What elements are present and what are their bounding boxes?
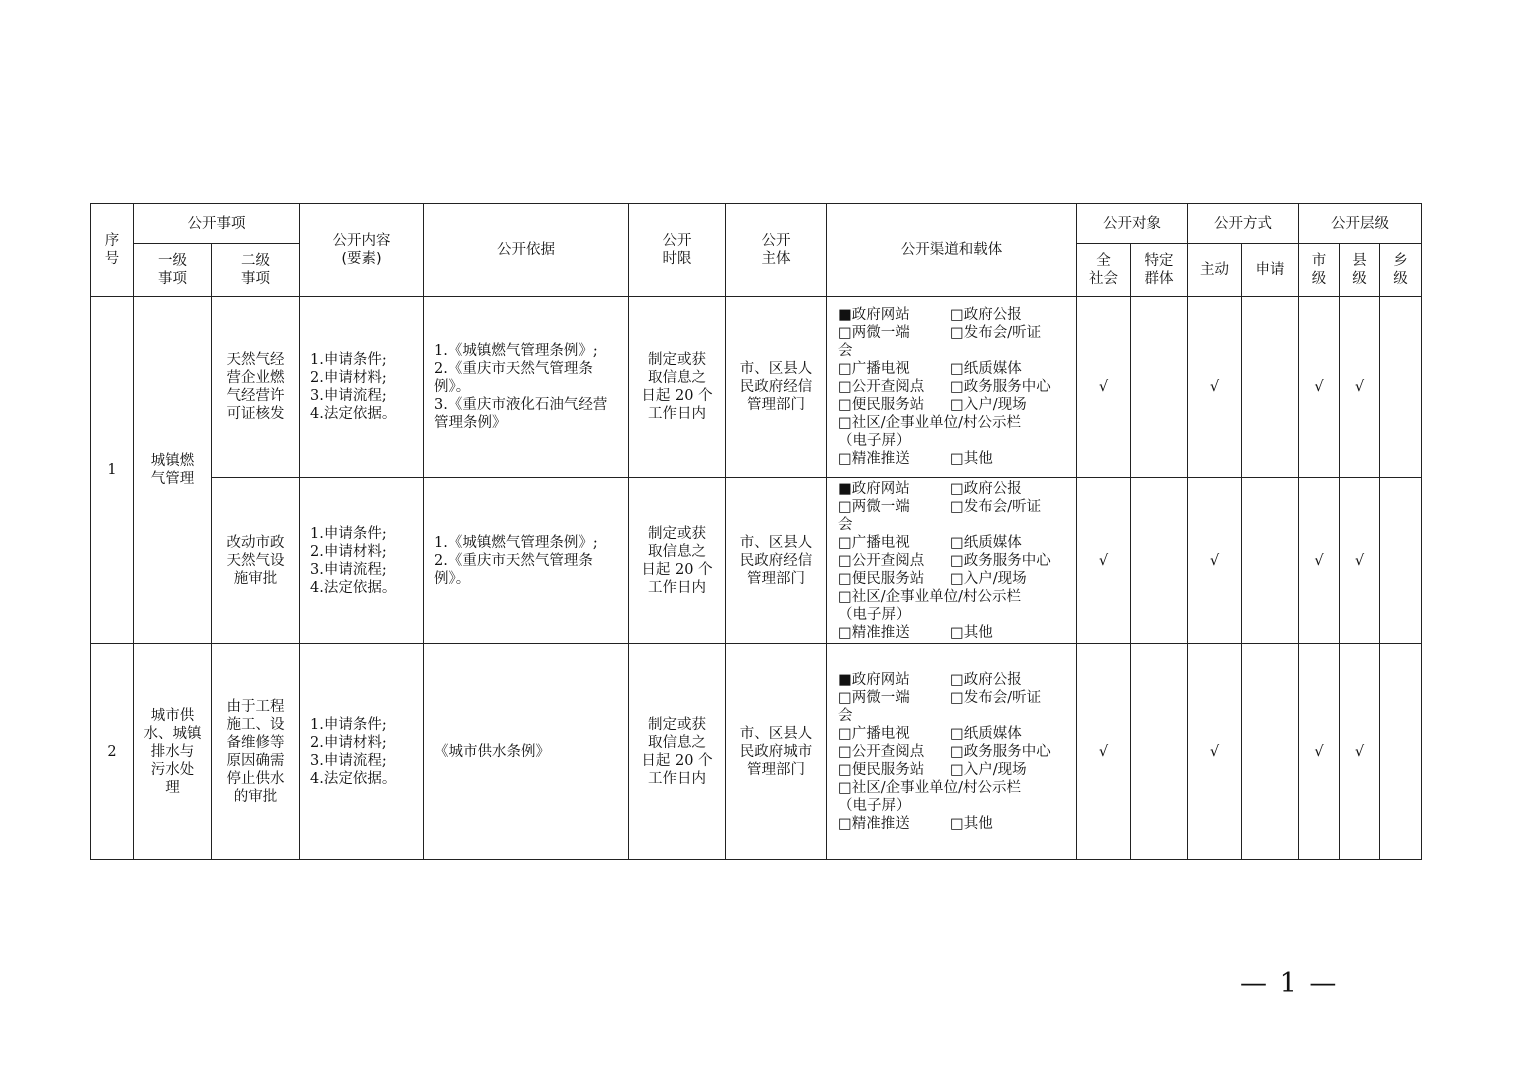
- row-seq: 1: [91, 297, 134, 644]
- row-time-limit: 制定或获 取信息之 日起 20 个 工作日内: [629, 644, 726, 860]
- check-method-active: √: [1188, 297, 1242, 478]
- channel-service-station: □便民服务站: [838, 761, 925, 778]
- channel-broadcast: □广播电视: [838, 725, 910, 742]
- channel-weixin: □两微一端: [838, 325, 910, 341]
- row-level1: 城市供 水、城镇 排水与 污水处 理: [134, 644, 212, 860]
- header-content: 公开内容 (要素): [300, 204, 424, 297]
- channel-service-center: □政务服务中心: [950, 379, 1051, 395]
- channel-door: □入户/现场: [950, 397, 1027, 413]
- channel-push: □精准推送: [838, 451, 910, 467]
- row-basis: 1.《城镇燃气管理条例》; 2.《重庆市天然气管理条例》。: [424, 478, 629, 644]
- channel-reading: □公开查阅点: [838, 552, 925, 569]
- channel-bulletin: □社区/企事业单位/村公示栏: [838, 415, 1021, 431]
- channel-list: [827, 297, 1077, 478]
- channel-print: □纸质媒体: [950, 361, 1022, 377]
- row-basis: 《城市供水条例》: [424, 644, 629, 860]
- channel-website: ■政府网站: [838, 671, 910, 688]
- header-target-group: 公开对象: [1077, 204, 1188, 244]
- check-target-all: √: [1077, 478, 1131, 644]
- row-level2: 由于工程 施工、设 备维修等 原因确需 停止供水 的审批: [212, 644, 300, 860]
- channel-service-center: □政务服务中心: [950, 552, 1051, 569]
- page-number: — 1 —: [1240, 968, 1339, 999]
- channel-other: □其他: [950, 624, 993, 641]
- check-target-specific: [1131, 644, 1188, 860]
- header-level-town: 乡 级: [1380, 244, 1422, 297]
- channel-push: □精准推送: [838, 815, 910, 832]
- channel-print: □纸质媒体: [950, 725, 1022, 742]
- channel-conference: □发布会/听证: [950, 689, 1042, 706]
- check-level-city: √: [1299, 478, 1340, 644]
- channel-weixin: □两微一端: [838, 689, 910, 706]
- check-target-all: √: [1077, 644, 1131, 860]
- channel-service-center: □政务服务中心: [950, 743, 1051, 760]
- channel-gazette: □政府公报: [950, 671, 1022, 688]
- table-row: [91, 478, 1422, 644]
- header-item-group: 公开事项: [134, 204, 300, 244]
- header-level-county: 县 级: [1340, 244, 1380, 297]
- channel-broadcast: □广播电视: [838, 361, 910, 377]
- disclosure-table: [90, 203, 1422, 860]
- channel-print: □纸质媒体: [950, 534, 1022, 551]
- row-seq: 2: [91, 644, 134, 860]
- header-subject: 公开 主体: [726, 204, 827, 297]
- check-level-town: [1380, 644, 1422, 860]
- header-method-apply: 申请: [1242, 244, 1299, 297]
- check-target-specific: [1131, 478, 1188, 644]
- channel-bulletin: □社区/企事业单位/村公示栏: [838, 588, 1021, 605]
- channel-service-station: □便民服务站: [838, 397, 925, 413]
- header-level-city: 市 级: [1299, 244, 1340, 297]
- header-time-limit: 公开 时限: [629, 204, 726, 297]
- check-target-specific: [1131, 297, 1188, 478]
- channel-door: □入户/现场: [950, 570, 1027, 587]
- check-level-county: √: [1340, 644, 1380, 860]
- table-row: [91, 644, 1422, 860]
- row-time-limit: 制定或获 取信息之 日起 20 个 工作日内: [629, 297, 726, 478]
- check-level-town: [1380, 478, 1422, 644]
- header-method-group: 公开方式: [1188, 204, 1299, 244]
- channel-door: □入户/现场: [950, 761, 1027, 778]
- table-row: [91, 297, 1422, 478]
- channel-website: ■政府网站: [838, 480, 910, 497]
- header-target-specific: 特定 群体: [1131, 244, 1188, 297]
- check-level-county: √: [1340, 478, 1380, 644]
- channel-list: [827, 478, 1077, 644]
- channel-weixin: □两微一端: [838, 498, 910, 515]
- channel-bulletin-cont: （电子屏）: [838, 797, 911, 814]
- header-method-active: 主动: [1188, 244, 1242, 297]
- header-basis: 公开依据: [424, 204, 629, 297]
- row-content: 1.申请条件; 2.申请材料; 3.申请流程; 4.法定依据。: [300, 297, 424, 478]
- channel-conference-cont: 会: [838, 707, 853, 724]
- row-content: 1.申请条件; 2.申请材料; 3.申请流程; 4.法定依据。: [300, 478, 424, 644]
- channel-gazette: □政府公报: [950, 307, 1022, 323]
- channel-conference: □发布会/听证: [950, 325, 1042, 341]
- channel-bulletin: □社区/企事业单位/村公示栏: [838, 779, 1021, 796]
- header-level-group: 公开层级: [1299, 204, 1422, 244]
- channel-website: ■政府网站: [838, 307, 910, 323]
- channel-list: [827, 644, 1077, 860]
- channel-reading: □公开查阅点: [838, 379, 925, 395]
- row-subject: 市、区县人 民政府城市 管理部门: [726, 644, 827, 860]
- channel-gazette: □政府公报: [950, 480, 1022, 497]
- header-channels: 公开渠道和载体: [827, 204, 1077, 297]
- check-level-county: √: [1340, 297, 1380, 478]
- row-subject: 市、区县人 民政府经信 管理部门: [726, 478, 827, 644]
- header-seq: 序 号: [91, 204, 134, 297]
- channel-conference-cont: 会: [838, 516, 853, 533]
- check-method-apply: [1242, 644, 1299, 860]
- channel-push: □精准推送: [838, 624, 910, 641]
- header-target-all: 全 社会: [1077, 244, 1131, 297]
- channel-other: □其他: [950, 815, 993, 832]
- channel-conference-cont: 会: [838, 343, 853, 359]
- header-level2: 二级 事项: [212, 244, 300, 297]
- header-level1: 一级 事项: [134, 244, 212, 297]
- check-method-apply: [1242, 297, 1299, 478]
- check-level-city: √: [1299, 297, 1340, 478]
- channel-bulletin-cont: （电子屏）: [838, 606, 911, 623]
- row-content: 1.申请条件; 2.申请材料; 3.申请流程; 4.法定依据。: [300, 644, 424, 860]
- channel-reading: □公开查阅点: [838, 743, 925, 760]
- check-target-all: √: [1077, 297, 1131, 478]
- row-level1: 城镇燃 气管理: [134, 297, 212, 644]
- row-level2: 改动市政 天然气设 施审批: [212, 478, 300, 644]
- channel-bulletin-cont: （电子屏）: [838, 433, 911, 449]
- check-method-active: √: [1188, 644, 1242, 860]
- channel-service-station: □便民服务站: [838, 570, 925, 587]
- row-basis: 1.《城镇燃气管理条例》; 2.《重庆市天然气管理条例》。 3.《重庆市液化石油气经营管理条例》: [424, 297, 629, 478]
- row-level2: 天然气经 营企业燃 气经营许 可证核发: [212, 297, 300, 478]
- check-level-city: √: [1299, 644, 1340, 860]
- channel-conference: □发布会/听证: [950, 498, 1042, 515]
- check-method-apply: [1242, 478, 1299, 644]
- row-subject: 市、区县人 民政府经信 管理部门: [726, 297, 827, 478]
- channel-broadcast: □广播电视: [838, 534, 910, 551]
- check-method-active: √: [1188, 478, 1242, 644]
- check-level-town: [1380, 297, 1422, 478]
- row-time-limit: 制定或获 取信息之 日起 20 个 工作日内: [629, 478, 726, 644]
- channel-other: □其他: [950, 451, 993, 467]
